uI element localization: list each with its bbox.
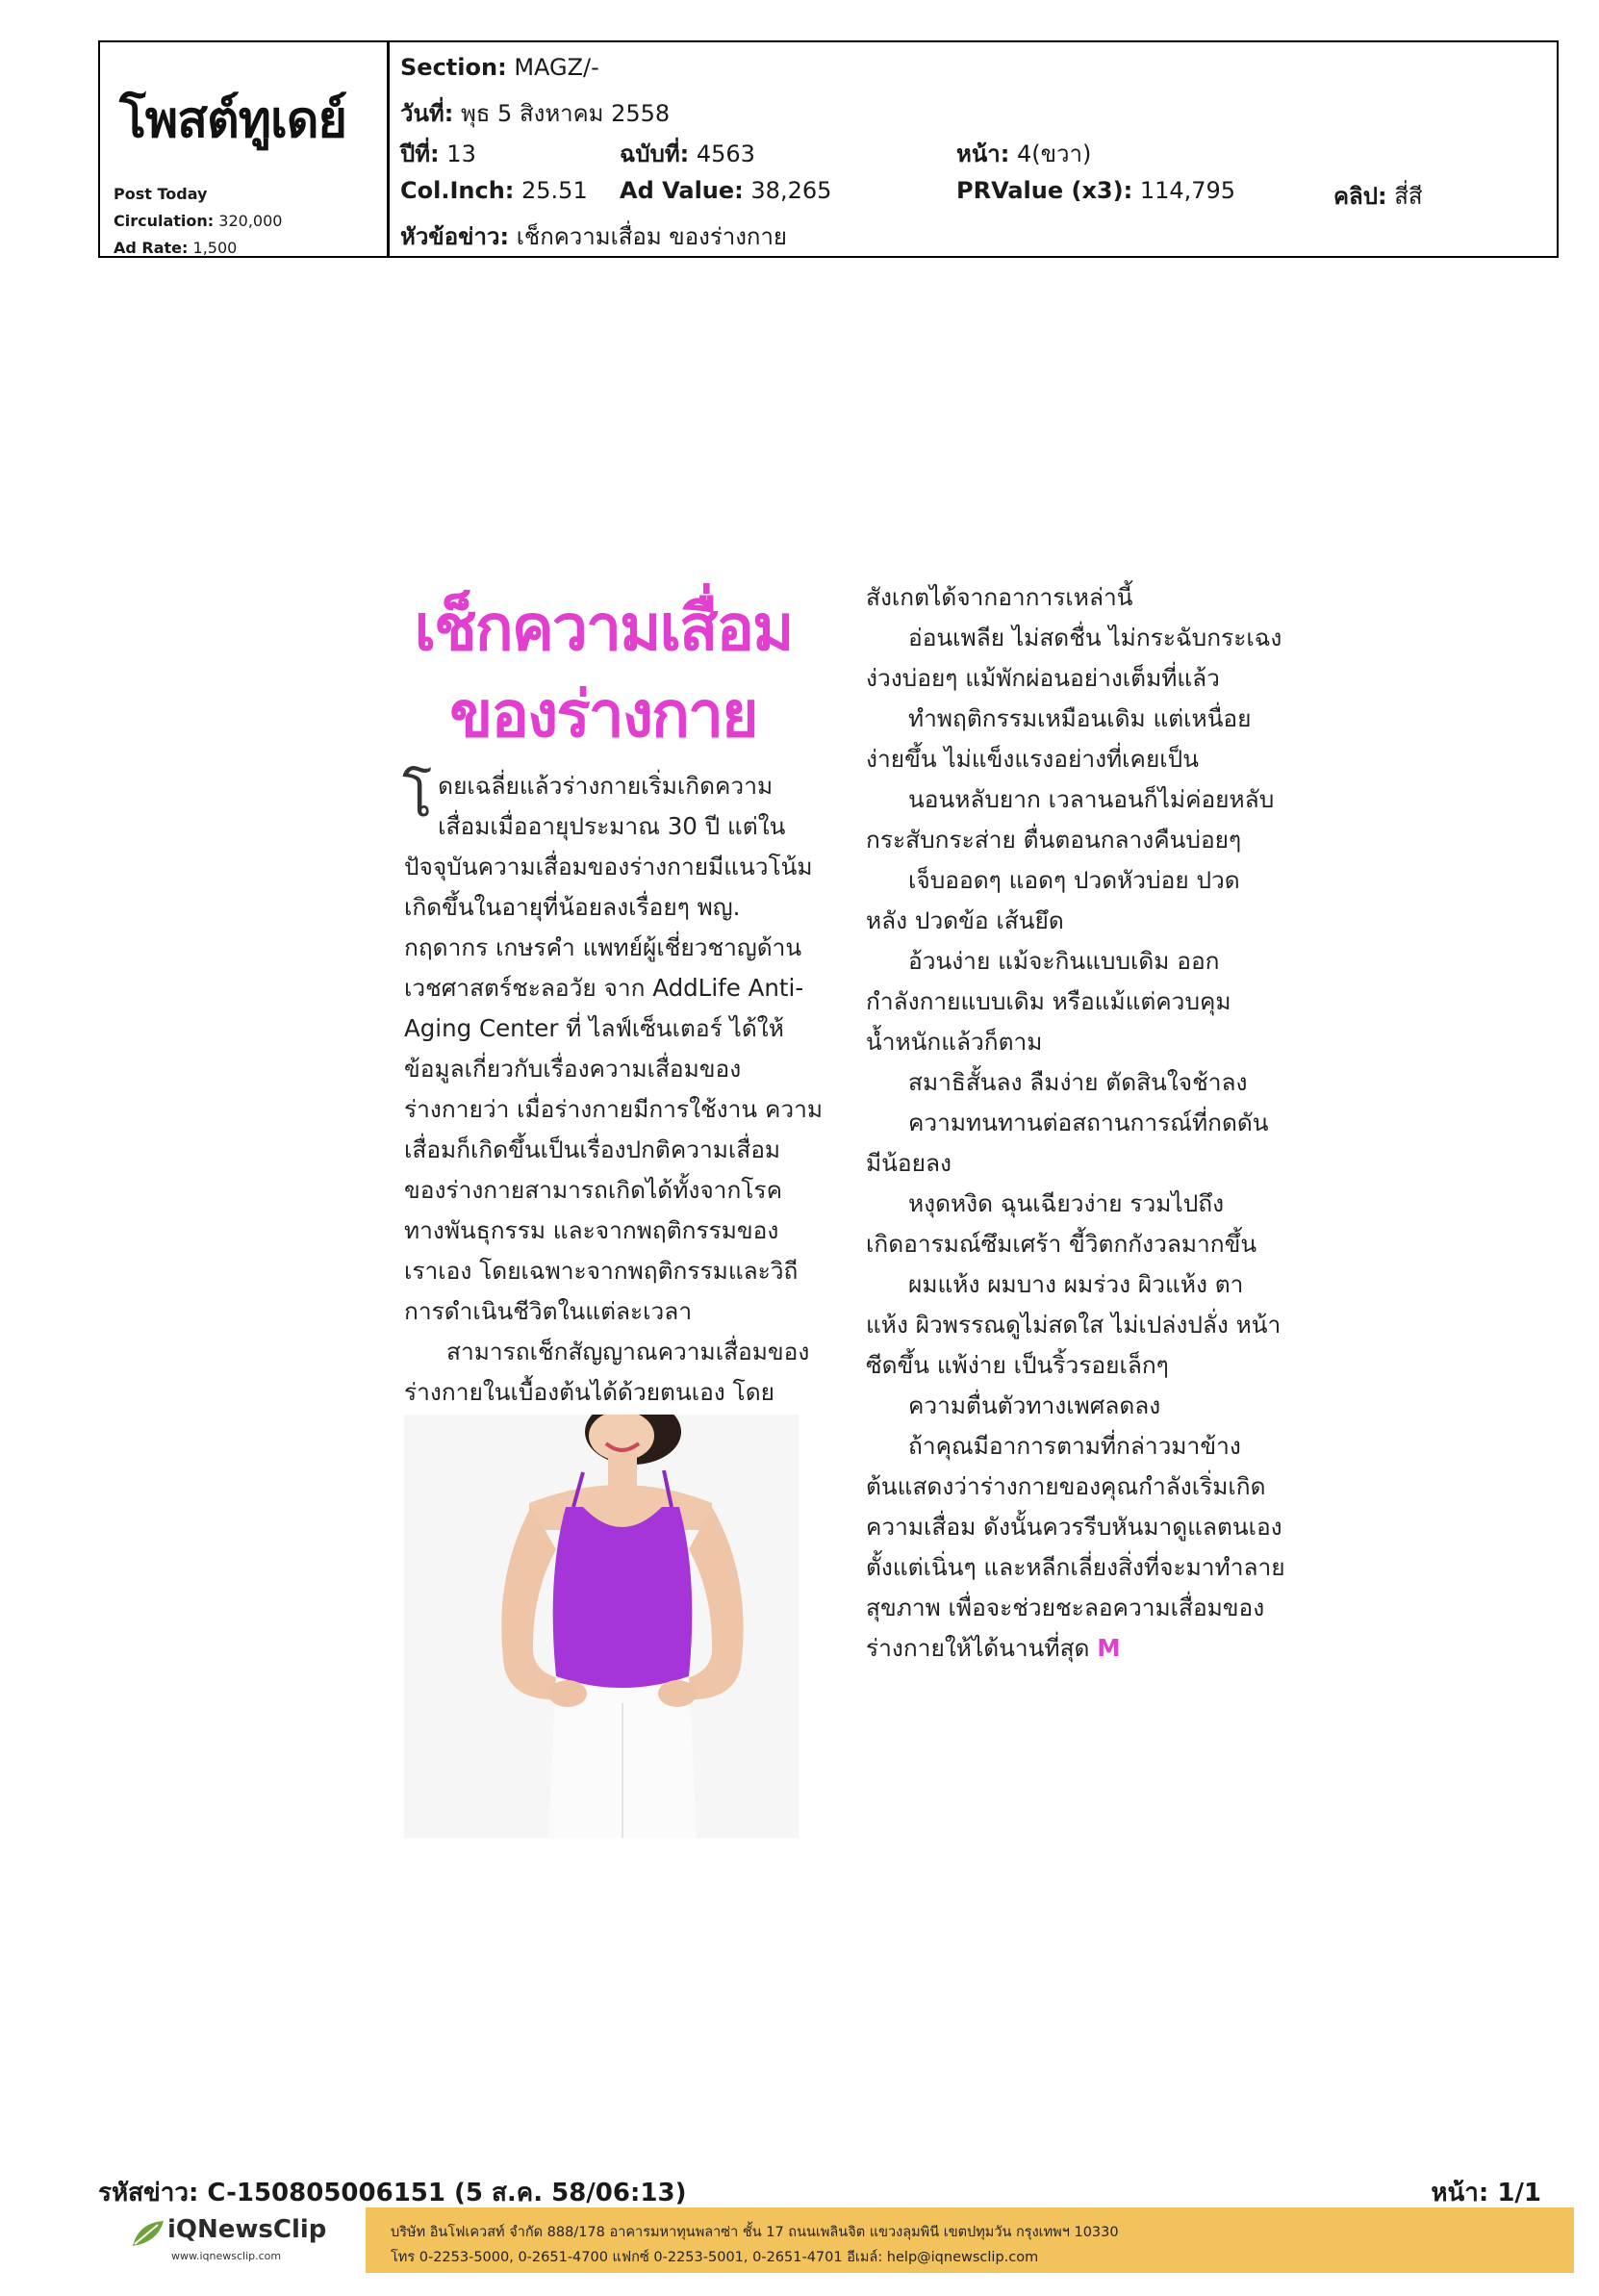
article-line	[404, 968, 804, 1008]
article-line-text: กำลังกายแบบเดิม หรือแม้แต่ควบคุม	[866, 987, 1231, 1015]
article-line-text: ถ้าคุณมีอาการตามที่กล่าวมาข้าง	[908, 1432, 1241, 1460]
article-line	[866, 1507, 1282, 1547]
article-line-text: ร่างกายในเบื้องต้นได้ด้วยตนเอง โดย	[404, 1378, 774, 1406]
header-divider	[387, 42, 390, 256]
advalue-field: Ad Value: 38,265	[620, 177, 832, 204]
article-line-text: น้ำหนักแล้วก็ตาม	[866, 1028, 1043, 1056]
article-right-column	[866, 577, 1285, 1669]
article-line	[404, 1170, 799, 1211]
article-line-text: กระสับกระส่าย ตื่นตอนกลางคืนบ่อยๆ	[866, 826, 1242, 854]
footer-contact-bar	[125, 2207, 1574, 2273]
year-field: ปีที่: 13	[400, 140, 476, 167]
circulation: Circulation: 320,000	[114, 212, 283, 230]
article-line	[866, 699, 1270, 739]
article-line-text: Aging Center ที่ ไลฟ์เซ็นเตอร์ ได้ให้	[404, 1014, 784, 1042]
page-field: หน้า: 4(ขวา)	[956, 140, 1092, 167]
article-line-text: สังเกตได้จากอาการเหล่านี้	[866, 583, 1133, 611]
article-line-text: เวชศาสตร์ชะลอวัย จาก AddLife Anti-	[404, 974, 804, 1002]
news-code: รหัสข่าว: C-150805006151 (5 ส.ค. 58/06:13)	[98, 2179, 687, 2207]
woman-in-purple-top-illustration	[404, 1415, 799, 1838]
article-line	[866, 1184, 1270, 1224]
publication-name: Post Today	[114, 185, 208, 203]
article-line-text: ข้อมูลเกี่ยวกับเรื่องความเสื่อมของ	[404, 1055, 742, 1083]
dropcap: โ	[402, 764, 433, 829]
article-line	[866, 1345, 1270, 1386]
iqnewsclip-url: www.iqnewsclip.com	[171, 2250, 282, 2262]
section-field: Section: MAGZ/-	[400, 54, 599, 81]
article-line	[404, 928, 802, 968]
article-line-text: สุขภาพ เพื่อจะช่วยชะลอความเสื่อมของ	[866, 1594, 1265, 1621]
clip-field: คลิป: สี่สี	[1333, 183, 1423, 210]
article-line	[404, 887, 799, 928]
article-line	[866, 1062, 1270, 1103]
article-line	[404, 1211, 799, 1251]
article-line-text: ง่ายขึ้น ไม่แข็งแรงอย่างที่เคยเป็น	[866, 745, 1199, 773]
article-line	[866, 1224, 1270, 1264]
article-line-text: สามารถเช็กสัญญาณความเสื่อมของ	[446, 1338, 810, 1365]
article-line-text: เจ็บออดๆ แอดๆ ปวดหัวบ่อย ปวด	[908, 866, 1240, 894]
article-line-text: หลัง ปวดข้อ เส้นยึด	[866, 906, 1064, 934]
colinch-field: Col.Inch: 25.51	[400, 177, 588, 204]
article-line	[866, 1547, 1285, 1588]
article-line-text: ความตื่นตัวทางเพศลดลง	[908, 1391, 1161, 1419]
article-line	[404, 1251, 799, 1291]
article-line	[866, 1386, 1270, 1426]
article-line-text: เราเอง โดยเฉพาะจากพฤติกรรมและวิถี	[404, 1257, 799, 1285]
iqnewsclip-leaf-icon	[129, 2217, 167, 2256]
article-line-text: เสื่อมก็เกิดขึ้นเป็นเรื่องปกติความเสื่อม	[404, 1135, 781, 1163]
article-line	[404, 1089, 823, 1130]
article-title-line1: เช็กความเสื่อม	[414, 591, 793, 665]
article-line-text: ง่วงบ่อยๆ แม้พักผ่อนอย่างเต็มที่แล้ว	[866, 664, 1220, 692]
prvalue-field: PRValue (x3): 114,795	[956, 177, 1236, 204]
article-line	[866, 1426, 1270, 1467]
article-line	[866, 1588, 1270, 1628]
article-line-text: นอนหลับยาก เวลานอนก็ไม่ค่อยหลับ	[908, 785, 1275, 813]
article-line	[866, 739, 1270, 779]
article-line-text: ตั้งแต่เนิ่นๆ และหลีกเลี่ยงสิ่งที่จะมาทำลาย	[866, 1553, 1285, 1581]
article-line-text: ของร่างกายสามารถเกิดได้ทั้งจากโรค	[404, 1176, 782, 1204]
headline-field: หัวข้อข่าว: เช็กความเสื่อม ของร่างกาย	[400, 223, 787, 250]
article-line-text: เสื่อมเมื่ออายุประมาณ 30 ปี แต่ใน	[438, 812, 786, 840]
article-line	[866, 577, 1270, 618]
article-line	[866, 1022, 1270, 1062]
company-address: บริษัท อินโฟเควสท์ จำกัด 888/178 อาคารมหาทุนพลาซ่า ชั้น 17 ถนนเพลินจิต แขวงลุมพินี เขตปทุมวัน กรุงเทพฯ 10330	[391, 2225, 1119, 2240]
article-line	[866, 982, 1270, 1022]
article-line-text: เกิดขึ้นในอายุที่น้อยลงเรื่อยๆ พญ.	[404, 893, 741, 921]
article-line	[866, 941, 1270, 982]
article-line	[866, 1305, 1282, 1345]
date-field: วันที่: พุธ 5 สิงหาคม 2558	[400, 100, 671, 127]
article-line	[866, 1264, 1270, 1305]
article-line-text: อ่อนเพลีย ไม่สดชื่น ไม่กระฉับกระเฉง	[908, 624, 1282, 651]
company-contact: โทร 0-2253-5000, 0-2651-4700 แฟกซ์ 0-2253-5001, 0-2651-4701 อีเมล์: help@iqnewsclip.com	[391, 2250, 1039, 2265]
article-line	[866, 1628, 1270, 1669]
article-left-column	[402, 764, 823, 1413]
article-line-text: สมาธิสั้นลง ลืมง่าย ตัดสินใจช้าลง	[908, 1068, 1248, 1096]
article-line	[404, 1008, 799, 1049]
article-line	[866, 618, 1282, 658]
article-line-text: ดยเฉลี่ยแล้วร่างกายเริ่มเกิดความ	[438, 772, 774, 800]
article-line	[866, 1467, 1270, 1507]
issue-field: ฉบับที่: 4563	[620, 140, 755, 167]
article-line	[866, 779, 1275, 820]
article-line-text: หงุดหงิด ฉุนเฉียวง่าย รวมไปถึง	[908, 1189, 1225, 1217]
article-line-text: ร่างกายว่า เมื่อร่างกายมีการใช้งาน ความ	[404, 1095, 823, 1123]
iqnewsclip-logo	[125, 2207, 366, 2273]
article-line-text: ความทนทานต่อสถานการณ์ที่กดดัน	[908, 1109, 1269, 1136]
article-line-text: เกิดอารมณ์ซึมเศร้า ขี้วิตกกังวลมากขึ้น	[866, 1230, 1257, 1258]
article-line-text: ต้นแสดงว่าร่างกายของคุณกำลังเริ่มเกิด	[866, 1472, 1266, 1500]
article-line	[404, 847, 813, 887]
article-photo	[404, 1415, 799, 1838]
article-line-text: ร่างกายให้ได้นานที่สุด	[866, 1634, 1090, 1662]
clip-header	[98, 40, 1559, 258]
article-line-text: มีน้อยลง	[866, 1149, 952, 1177]
article-line	[866, 658, 1270, 699]
article-line-text: ทางพันธุกรรม และจากพฤติกรรมของ	[404, 1216, 779, 1244]
article-line	[404, 1332, 810, 1372]
article-line-text: กฤดากร เกษรคำ แพทย์ผู้เชี่ยวชาญด้าน	[404, 933, 802, 961]
article-line	[404, 766, 799, 806]
article-line	[866, 901, 1270, 941]
article-line-text: ปัจจุบันความเสื่อมของร่างกายมีแนวโน้ม	[404, 853, 813, 880]
article-line	[866, 1103, 1270, 1143]
article-line-text: อ้วนง่าย แม้จะกินแบบเดิม ออก	[908, 947, 1220, 975]
iqnewsclip-brand: iQNewsClip	[167, 2215, 327, 2244]
article-line-text: ผมแห้ง ผมบาง ผมร่วง ผิวแห้ง ตา	[908, 1270, 1244, 1298]
publication-logo: โพสต์ทูเดย์	[119, 91, 347, 149]
article-line-text: แห้ง ผิวพรรณดูไม่สดใส ไม่เปล่งปลั่ง หน้า	[866, 1311, 1282, 1339]
article-line	[404, 1372, 799, 1413]
article-line	[866, 860, 1270, 901]
article-line	[404, 1049, 799, 1089]
article-line-text: การดำเนินชีวิตในแต่ละเวลา	[404, 1297, 693, 1325]
article-line-text: ซีดขึ้น แพ้ง่าย เป็นริ้วรอยเล็กๆ	[866, 1351, 1169, 1379]
article-line	[866, 1143, 1270, 1184]
footer-page-number: หน้า: 1/1	[1431, 2179, 1541, 2207]
end-mark: M	[1097, 1634, 1121, 1662]
article-line	[866, 820, 1270, 860]
article-line-text: ความเสื่อม ดังนั้นควรรีบหันมาดูแลตนเอง	[866, 1513, 1282, 1541]
article-line	[404, 1130, 799, 1170]
article-line	[404, 806, 799, 847]
article-line-text: ทำพฤติกรรมเหมือนเดิม แต่เหนื่อย	[908, 704, 1252, 732]
article-title-line2: ของร่างกาย	[449, 677, 757, 752]
ad-rate: Ad Rate: 1,500	[114, 239, 238, 257]
article-line	[404, 1291, 799, 1332]
